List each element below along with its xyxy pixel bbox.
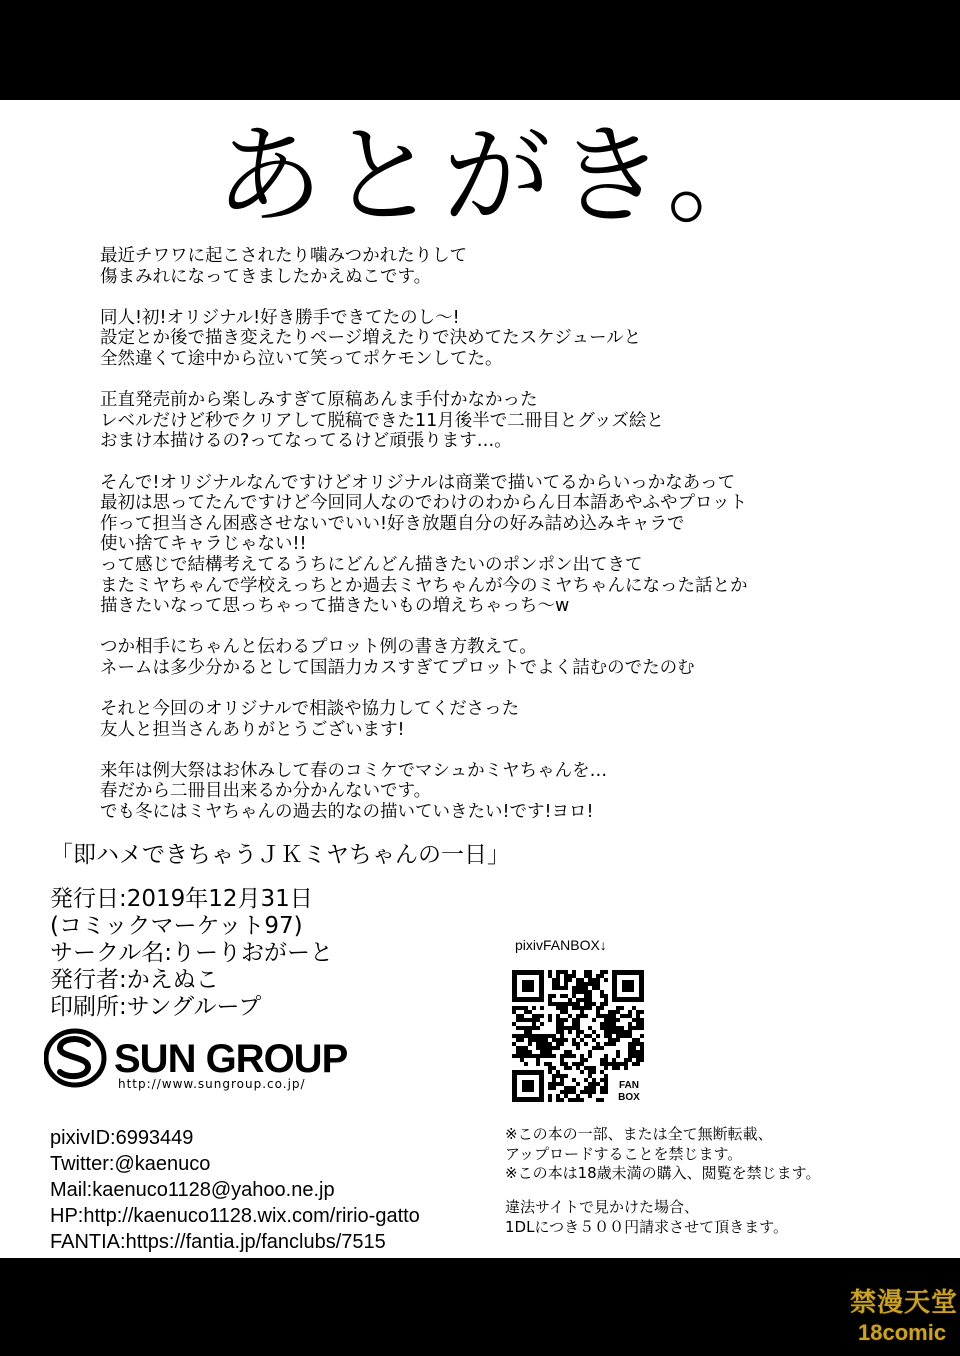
afterword-line: おまけ本描けるの?ってなってるけど頑張ります…。 [100, 431, 512, 452]
contact-mail: Mail:kaenuco1128@yahoo.ne.jp [50, 1179, 335, 1201]
illegal-site-warning [505, 1198, 788, 1237]
afterword-line: 友人と担当さんありがとうございます! [100, 719, 405, 740]
fanbox-qr-code[interactable] [508, 966, 648, 1106]
contact-pixiv: pixivID:6993449 [50, 1127, 194, 1149]
afterword-line: 最近チワワに起こされたり噛みつかれたりして [100, 246, 468, 266]
afterword-line: 使い捨てキャラじゃない!! [100, 534, 307, 555]
contact-fantia: FANTIA:https://fantia.jp/fanclubs/7515 [50, 1231, 386, 1253]
afterword-line: それと今回のオリジナルで相談や協力してくださった [100, 699, 520, 720]
afterword-line: そんで!オリジナルなんですけどオリジナルは商業で描いてるからいっかなあって [100, 472, 736, 493]
publisher-name: 発行者:かえぬこ [50, 967, 219, 993]
afterword-line: 全然違くて途中から泣いて笑ってポケモンしてた。 [100, 348, 503, 369]
notice-line: ※この本の一部、または全て無断転載、 [505, 1125, 773, 1143]
afterword-paragraph [100, 308, 900, 370]
afterword-paragraph [100, 473, 900, 617]
afterword-line: 最初は思ってたんですけど今回同人なのでわけのわからん日本語あやふやプロット [100, 493, 748, 514]
afterword-line: ネームは多少分かるとして国語力カスすぎてプロットでよく詰むのでたのむ [100, 657, 695, 678]
afterword-paragraph [100, 246, 900, 287]
issue-date: 発行日:2019年12月31日 [50, 886, 313, 912]
warning-line: 違法サイトで見かけた場合、 [505, 1198, 699, 1216]
event-name: (コミックマーケット97) [50, 913, 303, 939]
printer-name: 印刷所:サングループ [50, 994, 262, 1020]
contact-twitter: Twitter:@kaenuco [50, 1153, 211, 1175]
afterword-paragraph [100, 761, 900, 823]
afterword-title: あとがき。 [215, 114, 781, 239]
afterword-line: 来年は例大祭はお休みして春のコミケでマシュかミヤちゃんを… [100, 760, 608, 781]
afterword-line: 同人!初!オリジナル!好き勝手できてたのし～! [100, 307, 460, 328]
colophon [50, 886, 333, 1021]
logo-url: http://www.sungroup.co.jp/ [118, 1077, 306, 1091]
site-watermark [846, 1282, 958, 1354]
contact-list [50, 1125, 420, 1255]
contact-homepage: HP:http://kaenuco1128.wix.com/ririo-gatto [50, 1205, 420, 1227]
afterword-line: レベルだけど秒でクリアして脱稿できた11月後半で二冊目とグッズ絵と [100, 410, 664, 431]
afterword-line: 傷まみれになってきましたかえぬこです。 [100, 266, 432, 287]
fanbox-label: pixivFANBOX↓ [515, 937, 607, 953]
afterword-body [100, 246, 900, 843]
book-title: 「即ハメできちゃうＪＫミヤちゃんの一日」 [50, 842, 510, 868]
logo-wordmark: SUN GROUP [114, 1037, 348, 1081]
page [0, 100, 960, 1258]
qr-finder-top-right [612, 970, 644, 1002]
qr-finder-top-left [512, 970, 544, 1002]
warning-line: 1DLにつき５００円請求させて頂きます。 [505, 1217, 788, 1236]
copyright-notice [505, 1125, 820, 1184]
afterword-line: またミヤちゃんで学校えっちとか過去ミヤちゃんが今のミヤちゃんになった話とか [100, 575, 748, 596]
afterword-line: つか相手にちゃんと伝わるプロット例の書き方教えて。 [100, 637, 537, 658]
afterword-line: 描きたいなって思っちゃって描きたいもの増えちゃっち～w [100, 596, 570, 617]
afterword-line: 作って担当さん困惑させないでいい!好き放題自分の好み詰め込みキャラで [100, 513, 685, 534]
afterword-line: でも冬にはミヤちゃんの過去的なの描いていきたい!です!ヨロ! [100, 802, 594, 823]
afterword-paragraph [100, 390, 900, 452]
notice-line: ※この本は18歳未満の購入、閲覧を禁じます。 [505, 1164, 821, 1182]
watermark-subtitle: 18comic [858, 1320, 947, 1345]
circle-name: サークル名:りーりおがーと [50, 940, 334, 966]
afterword-paragraph [100, 637, 900, 678]
qr-finder-bottom-left [512, 1070, 544, 1102]
watermark-title: 禁漫天堂 [850, 1288, 959, 1318]
afterword-paragraph [100, 699, 900, 740]
afterword-line: 正直発売前から楽しみすぎて原稿あんま手付かなかった [100, 390, 538, 411]
afterword-line: って感じで結構考えてるうちにどんどん描きたいのポンポン出てきて [100, 554, 643, 575]
afterword-line: 春だから二冊目出来るか分かんないです。 [100, 781, 432, 802]
notice-line: アップロードすることを禁じます。 [505, 1144, 743, 1163]
qr-badge-line2: BOX [618, 1092, 640, 1103]
afterword-line: 設定とか後で描き変えたりページ増えたりで決めてたスケジュールと [100, 328, 642, 349]
qr-badge-line1: FAN [619, 1080, 639, 1091]
